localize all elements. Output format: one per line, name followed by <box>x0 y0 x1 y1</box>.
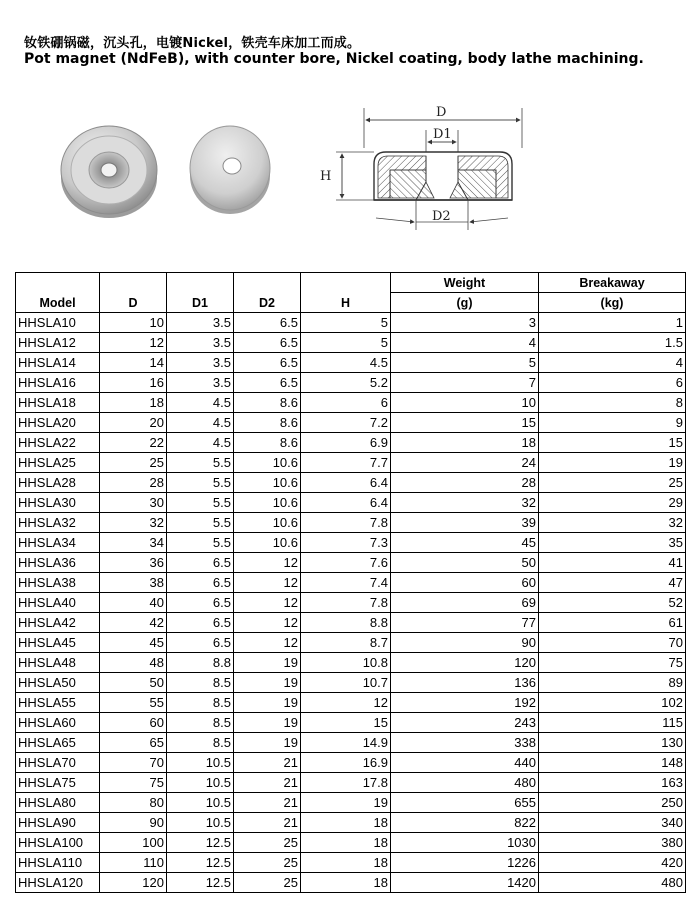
table-row <box>16 553 686 573</box>
cell-d2: 19 <box>234 673 301 693</box>
cell-d2: 8.6 <box>234 393 301 413</box>
cell-weight: 50 <box>391 553 539 573</box>
header-d1: D1 <box>167 273 234 313</box>
cell-model: HHSLA120 <box>16 873 100 893</box>
cell-d2: 10.6 <box>234 533 301 553</box>
table-row <box>16 473 686 493</box>
cell-breakaway: 420 <box>539 853 686 873</box>
cell-model: HHSLA80 <box>16 793 100 813</box>
cell-breakaway: 89 <box>539 673 686 693</box>
cell-h: 5.2 <box>301 373 391 393</box>
cell-h: 18 <box>301 853 391 873</box>
cell-model: HHSLA75 <box>16 773 100 793</box>
cell-weight: 480 <box>391 773 539 793</box>
cross-section-diagram <box>316 100 534 236</box>
cell-breakaway: 1.5 <box>539 333 686 353</box>
cell-model: HHSLA14 <box>16 353 100 373</box>
cell-d2: 21 <box>234 753 301 773</box>
cell-d: 34 <box>100 533 167 553</box>
cell-h: 6.4 <box>301 493 391 513</box>
cell-d1: 5.5 <box>167 533 234 553</box>
table-row <box>16 433 686 453</box>
cell-weight: 77 <box>391 613 539 633</box>
cell-h: 10.8 <box>301 653 391 673</box>
cell-h: 19 <box>301 793 391 813</box>
cell-h: 16.9 <box>301 753 391 773</box>
cell-model: HHSLA65 <box>16 733 100 753</box>
cell-d1: 4.5 <box>167 393 234 413</box>
cell-breakaway: 4 <box>539 353 686 373</box>
cell-breakaway: 61 <box>539 613 686 633</box>
table-row <box>16 753 686 773</box>
cell-breakaway: 250 <box>539 793 686 813</box>
cell-d1: 8.5 <box>167 693 234 713</box>
cell-breakaway: 35 <box>539 533 686 553</box>
table-row <box>16 733 686 753</box>
cell-d: 70 <box>100 753 167 773</box>
cell-weight: 655 <box>391 793 539 813</box>
table-row <box>16 853 686 873</box>
cell-model: HHSLA20 <box>16 413 100 433</box>
table-row <box>16 673 686 693</box>
cell-d1: 5.5 <box>167 493 234 513</box>
cell-breakaway: 1 <box>539 313 686 333</box>
cell-model: HHSLA36 <box>16 553 100 573</box>
header-weight: Weight <box>391 273 539 293</box>
cell-d1: 8.5 <box>167 713 234 733</box>
cell-h: 10.7 <box>301 673 391 693</box>
cell-h: 12 <box>301 693 391 713</box>
cell-h: 7.7 <box>301 453 391 473</box>
cell-breakaway: 163 <box>539 773 686 793</box>
cell-d1: 6.5 <box>167 633 234 653</box>
cell-d1: 3.5 <box>167 333 234 353</box>
cell-h: 7.8 <box>301 513 391 533</box>
cell-breakaway: 480 <box>539 873 686 893</box>
cell-model: HHSLA70 <box>16 753 100 773</box>
cell-d2: 21 <box>234 793 301 813</box>
label-d2: D2 <box>432 209 451 224</box>
cell-model: HHSLA60 <box>16 713 100 733</box>
cell-model: HHSLA55 <box>16 693 100 713</box>
header-weight-unit: (g) <box>391 293 539 313</box>
cell-model: HHSLA38 <box>16 573 100 593</box>
cell-d2: 10.6 <box>234 473 301 493</box>
label-h: H <box>320 169 332 184</box>
cell-d2: 25 <box>234 833 301 853</box>
cell-model: HHSLA16 <box>16 373 100 393</box>
cell-model: HHSLA12 <box>16 333 100 353</box>
table-row <box>16 353 686 373</box>
cell-d1: 6.5 <box>167 613 234 633</box>
cell-d1: 3.5 <box>167 313 234 333</box>
cell-d: 32 <box>100 513 167 533</box>
cell-h: 17.8 <box>301 773 391 793</box>
cell-model: HHSLA110 <box>16 853 100 873</box>
cell-breakaway: 380 <box>539 833 686 853</box>
cell-h: 18 <box>301 833 391 853</box>
cell-weight: 15 <box>391 413 539 433</box>
cell-weight: 120 <box>391 653 539 673</box>
spec-table-body <box>16 313 686 893</box>
cell-d1: 12.5 <box>167 833 234 853</box>
cell-weight: 32 <box>391 493 539 513</box>
cell-d: 10 <box>100 313 167 333</box>
cell-h: 7.6 <box>301 553 391 573</box>
table-row <box>16 393 686 413</box>
pot-magnet-top-photo <box>58 118 160 222</box>
cell-d2: 6.5 <box>234 333 301 353</box>
cell-d2: 25 <box>234 853 301 873</box>
label-d: D <box>436 105 447 120</box>
cell-weight: 28 <box>391 473 539 493</box>
cell-d: 75 <box>100 773 167 793</box>
cell-d: 48 <box>100 653 167 673</box>
cell-weight: 1226 <box>391 853 539 873</box>
cell-h: 7.2 <box>301 413 391 433</box>
cell-d2: 25 <box>234 873 301 893</box>
cell-h: 14.9 <box>301 733 391 753</box>
cell-weight: 7 <box>391 373 539 393</box>
table-row <box>16 573 686 593</box>
cell-model: HHSLA18 <box>16 393 100 413</box>
cell-model: HHSLA28 <box>16 473 100 493</box>
cell-model: HHSLA30 <box>16 493 100 513</box>
cell-breakaway: 47 <box>539 573 686 593</box>
cell-model: HHSLA34 <box>16 533 100 553</box>
cell-breakaway: 41 <box>539 553 686 573</box>
cell-h: 5 <box>301 313 391 333</box>
cell-d1: 8.5 <box>167 733 234 753</box>
cell-d: 14 <box>100 353 167 373</box>
cell-h: 8.7 <box>301 633 391 653</box>
cell-weight: 69 <box>391 593 539 613</box>
cell-d2: 19 <box>234 693 301 713</box>
cell-breakaway: 29 <box>539 493 686 513</box>
cell-model: HHSLA25 <box>16 453 100 473</box>
cell-breakaway: 9 <box>539 413 686 433</box>
cell-d1: 10.5 <box>167 793 234 813</box>
cell-d: 20 <box>100 413 167 433</box>
cell-model: HHSLA32 <box>16 513 100 533</box>
cell-weight: 4 <box>391 333 539 353</box>
cell-d1: 3.5 <box>167 353 234 373</box>
cell-d2: 10.6 <box>234 493 301 513</box>
cell-d1: 4.5 <box>167 413 234 433</box>
cell-h: 7.4 <box>301 573 391 593</box>
cell-d: 65 <box>100 733 167 753</box>
cell-d: 90 <box>100 813 167 833</box>
cell-d2: 19 <box>234 733 301 753</box>
cell-h: 15 <box>301 713 391 733</box>
cell-d2: 21 <box>234 773 301 793</box>
cell-d1: 5.5 <box>167 473 234 493</box>
header-h: H <box>301 273 391 313</box>
table-row <box>16 693 686 713</box>
cell-breakaway: 75 <box>539 653 686 673</box>
cell-d1: 6.5 <box>167 553 234 573</box>
label-d1: D1 <box>433 127 452 142</box>
cell-d2: 10.6 <box>234 453 301 473</box>
cell-d1: 12.5 <box>167 873 234 893</box>
cell-d2: 10.6 <box>234 513 301 533</box>
cell-h: 18 <box>301 813 391 833</box>
cell-d: 110 <box>100 853 167 873</box>
cell-d2: 12 <box>234 593 301 613</box>
cell-breakaway: 25 <box>539 473 686 493</box>
cell-breakaway: 52 <box>539 593 686 613</box>
title-english: Pot magnet (NdFeB), with counter bore, Nickel coating, body lathe machining. <box>24 51 644 67</box>
table-row <box>16 613 686 633</box>
cell-h: 8.8 <box>301 613 391 633</box>
cell-breakaway: 8 <box>539 393 686 413</box>
cell-breakaway: 340 <box>539 813 686 833</box>
cell-d: 45 <box>100 633 167 653</box>
cell-d: 60 <box>100 713 167 733</box>
cell-weight: 192 <box>391 693 539 713</box>
cell-weight: 45 <box>391 533 539 553</box>
cell-model: HHSLA48 <box>16 653 100 673</box>
cell-breakaway: 115 <box>539 713 686 733</box>
cell-weight: 5 <box>391 353 539 373</box>
cell-d: 100 <box>100 833 167 853</box>
cell-weight: 18 <box>391 433 539 453</box>
cell-d2: 8.6 <box>234 413 301 433</box>
cell-d1: 5.5 <box>167 453 234 473</box>
cell-weight: 39 <box>391 513 539 533</box>
cell-weight: 1420 <box>391 873 539 893</box>
header-d2: D2 <box>234 273 301 313</box>
cell-d2: 12 <box>234 573 301 593</box>
cell-weight: 136 <box>391 673 539 693</box>
cell-d2: 6.5 <box>234 373 301 393</box>
cell-d2: 6.5 <box>234 313 301 333</box>
cell-d: 55 <box>100 693 167 713</box>
cell-model: HHSLA50 <box>16 673 100 693</box>
cell-d1: 4.5 <box>167 433 234 453</box>
cell-d: 18 <box>100 393 167 413</box>
pot-magnet-bottom-photo <box>188 118 272 218</box>
cell-d: 42 <box>100 613 167 633</box>
cell-weight: 243 <box>391 713 539 733</box>
table-row <box>16 493 686 513</box>
cell-d1: 12.5 <box>167 853 234 873</box>
header-breakaway-unit: (kg) <box>539 293 686 313</box>
cell-d: 30 <box>100 493 167 513</box>
table-row <box>16 313 686 333</box>
cell-d1: 6.5 <box>167 593 234 613</box>
table-row <box>16 653 686 673</box>
cell-weight: 338 <box>391 733 539 753</box>
table-row <box>16 713 686 733</box>
cell-d: 16 <box>100 373 167 393</box>
table-row <box>16 533 686 553</box>
cell-d1: 10.5 <box>167 773 234 793</box>
cell-breakaway: 15 <box>539 433 686 453</box>
cell-model: HHSLA90 <box>16 813 100 833</box>
cell-d: 80 <box>100 793 167 813</box>
cell-breakaway: 148 <box>539 753 686 773</box>
cell-h: 6 <box>301 393 391 413</box>
table-row <box>16 453 686 473</box>
cell-d2: 19 <box>234 713 301 733</box>
cell-model: HHSLA45 <box>16 633 100 653</box>
table-row <box>16 793 686 813</box>
cell-model: HHSLA100 <box>16 833 100 853</box>
table-row <box>16 633 686 653</box>
cell-model: HHSLA40 <box>16 593 100 613</box>
cell-d: 22 <box>100 433 167 453</box>
cell-d1: 10.5 <box>167 813 234 833</box>
cell-d2: 6.5 <box>234 353 301 373</box>
cell-d1: 3.5 <box>167 373 234 393</box>
cell-d: 25 <box>100 453 167 473</box>
cell-weight: 90 <box>391 633 539 653</box>
cell-weight: 440 <box>391 753 539 773</box>
cell-h: 4.5 <box>301 353 391 373</box>
cell-d: 36 <box>100 553 167 573</box>
cell-d: 12 <box>100 333 167 353</box>
cell-breakaway: 102 <box>539 693 686 713</box>
cell-d1: 5.5 <box>167 513 234 533</box>
cell-breakaway: 70 <box>539 633 686 653</box>
cell-h: 7.8 <box>301 593 391 613</box>
cell-h: 18 <box>301 873 391 893</box>
table-row <box>16 593 686 613</box>
table-row <box>16 413 686 433</box>
table-row <box>16 873 686 893</box>
cell-d1: 8.5 <box>167 673 234 693</box>
cell-h: 7.3 <box>301 533 391 553</box>
cell-d: 28 <box>100 473 167 493</box>
cell-h: 6.4 <box>301 473 391 493</box>
table-row <box>16 333 686 353</box>
header-d: D <box>100 273 167 313</box>
cell-breakaway: 6 <box>539 373 686 393</box>
cell-weight: 10 <box>391 393 539 413</box>
title-chinese: 钕铁硼锅磁，沉头孔，电镀Nickel，铁壳车床加工而成。 <box>24 36 361 51</box>
cell-d1: 6.5 <box>167 573 234 593</box>
table-row <box>16 833 686 853</box>
cell-breakaway: 130 <box>539 733 686 753</box>
cell-model: HHSLA42 <box>16 613 100 633</box>
table-row <box>16 373 686 393</box>
cell-d: 50 <box>100 673 167 693</box>
cell-d: 120 <box>100 873 167 893</box>
cell-weight: 60 <box>391 573 539 593</box>
cell-weight: 24 <box>391 453 539 473</box>
cell-d2: 8.6 <box>234 433 301 453</box>
cell-d: 40 <box>100 593 167 613</box>
cell-h: 6.9 <box>301 433 391 453</box>
cell-d2: 12 <box>234 553 301 573</box>
table-row <box>16 813 686 833</box>
cell-d2: 21 <box>234 813 301 833</box>
cell-d2: 12 <box>234 633 301 653</box>
cell-weight: 822 <box>391 813 539 833</box>
header-breakaway: Breakaway <box>539 273 686 293</box>
cell-model: HHSLA10 <box>16 313 100 333</box>
cell-h: 5 <box>301 333 391 353</box>
spec-table <box>15 272 686 893</box>
cell-weight: 1030 <box>391 833 539 853</box>
cell-d: 38 <box>100 573 167 593</box>
table-row <box>16 773 686 793</box>
cell-breakaway: 19 <box>539 453 686 473</box>
cell-d2: 12 <box>234 613 301 633</box>
cell-model: HHSLA22 <box>16 433 100 453</box>
cell-d2: 19 <box>234 653 301 673</box>
cell-d1: 8.8 <box>167 653 234 673</box>
cell-breakaway: 32 <box>539 513 686 533</box>
header-model: Model <box>16 273 100 313</box>
cell-d1: 10.5 <box>167 753 234 773</box>
cell-weight: 3 <box>391 313 539 333</box>
table-row <box>16 513 686 533</box>
